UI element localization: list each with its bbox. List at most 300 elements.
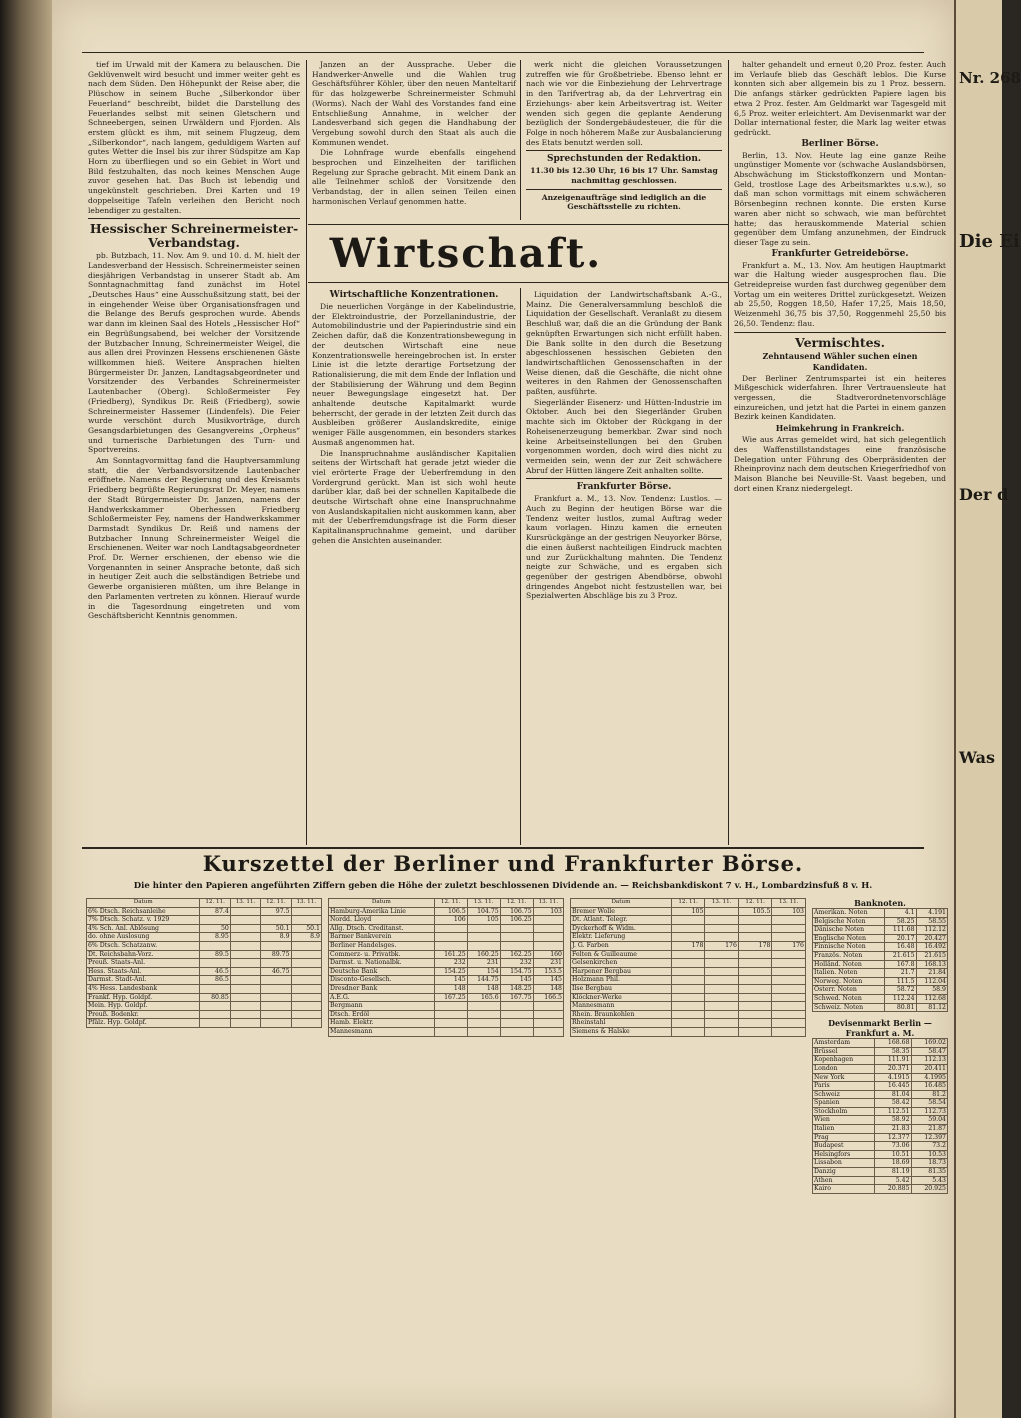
price-cell (705, 993, 739, 1002)
price-cell (671, 993, 705, 1002)
price-cell: 16.492 (916, 943, 947, 952)
security-name: A.E.G. (329, 993, 435, 1002)
table-row (329, 1002, 564, 1011)
price-cell (261, 976, 291, 985)
col1-intro: tief im Urwald mit der Kamera zu belauschen. Die Geklüvenwelt wird besucht und immer weiter geht es nach dem Süden. Den Höhepunkt der Reise aber, die Plüschow in seinem Buche „Silberkondor über Feuerland“ beschreibt, bildet die Darstellung des Feuerlandes selbst mit seinen Gletschern und Schneebergen, seinen Urwäldern und Fjorden. Als erstem glückt es ihm, mit seinem Flugzeug, dem „Silberkondor“, nach langem, geduldigem Warten auf gutes Wetter die Insel bis zur ihrer Südspitze am Kap Horn zu überfliegen und so ein Gebiet in Wort und Bild festzuhalten, das noch keines Menschen Auge zuvor gesehen hat. Das Buch ist lebendig und ungekünstelt geschrieben. Drei Karten und 19 doppelseitige Tafeln verleihen den Bericht noch lebendiger zu gestalten. (88, 60, 300, 215)
table-row (813, 1003, 948, 1012)
table-row (571, 976, 806, 985)
price-cell: 89.75 (261, 950, 291, 959)
price-cell: 81.12 (916, 1003, 947, 1012)
price-cell (434, 933, 467, 942)
price-cell: 16.485 (911, 1082, 947, 1091)
price-cell (230, 950, 260, 959)
price-cell (738, 1019, 772, 1028)
security-name: Preuß. Staats-Anl. (87, 959, 200, 968)
price-cell (772, 1019, 806, 1028)
wirtschaft-heading: Wirtschaft. (329, 230, 603, 277)
frankfurt-title: Frankfurter Börse. (576, 482, 672, 493)
security-name: Schweiz. Noten (813, 1003, 885, 1012)
price-cell (291, 1002, 321, 1011)
next-page-heading-1: Die Ei (959, 231, 1020, 252)
price-cell: 165.6 (467, 993, 500, 1002)
security-name: Schwed. Noten (813, 994, 885, 1003)
price-cell: 20.411 (911, 1064, 947, 1073)
price-cell (291, 967, 321, 976)
table-row (813, 909, 948, 918)
price-cell (230, 933, 260, 942)
table-row (87, 984, 322, 993)
security-name: Preuß. Bodenkr. (87, 1010, 200, 1019)
price-cell: 46.75 (261, 967, 291, 976)
table-row (571, 924, 806, 933)
security-name: Mannesmann (571, 1002, 672, 1011)
kurs-header-cell: 13. 11. (291, 899, 321, 908)
price-cell: 81.04 (875, 1090, 911, 1099)
price-cell: 104.75 (467, 907, 500, 916)
kurszettel-subtitle: Die hinter den Papieren angeführten Ziffern geben die Höhe der zuletzt beschlossenen Dividende an. — Reichsbankdiskont 7 v. H., Lombardzinsfuß 8 v. H. (133, 881, 873, 891)
price-cell: 167.8 (885, 960, 916, 969)
security-name: Frankf. Hyp. Goldpf. (87, 993, 200, 1002)
price-cell (261, 959, 291, 968)
security-name: Amerikan. Noten (813, 909, 885, 918)
security-name: J. G. Farben (571, 941, 672, 950)
price-cell (230, 1002, 260, 1011)
price-cell (772, 916, 806, 925)
frankfurt-text: Frankfurt a. M., 13. Nov. Tendenz: Lustlos. — Auch zu Beginn der heutigen Börse war die Tendenz weiter lustlos, zumal Auftrag weder kaum vorlagen. Hinzu kamen die erneuten Kursrückgänge an der gestrigen Neuyorker Börse, die einen äußerst nachteiligen Eindruck machten und zur Zurückhaltung mahnten. Die Tendenz neigte zur Schwäche, und es ergaben sich gegenüber der gestrigen Abendbörse, obwohl dringendes Angebot nicht festzustellen war, bei Spezialwerten Abschläge bis zu 3 Proz. (526, 494, 722, 601)
table-row (813, 1176, 948, 1185)
price-cell: 231 (533, 959, 563, 968)
price-cell (200, 959, 230, 968)
table-row (571, 993, 806, 1002)
security-name: Gelsenkirchen (571, 959, 672, 968)
heimkehr-text: Wie aus Arras gemeldet wird, hat sich gelegentlich des Waffenstillstandstages eine französische Delegation unter Führung des Oberpräsidenten der Rheinprovinz nach dem deutschen Kriegerfriedhof von Maison Blanche bei Neuville-St. Vaast begeben, und dort einen Kranz niedergelegt. (734, 435, 946, 493)
security-name: Lissabon (813, 1159, 875, 1168)
table-row (87, 950, 322, 959)
table-row (87, 976, 322, 985)
security-name: 4% Hess. Landesbank (87, 984, 200, 993)
price-cell: 21.615 (916, 951, 947, 960)
security-name: Harpener Bergbau (571, 967, 672, 976)
security-name: Allg. Dtsch. Creditanst. (329, 924, 435, 933)
price-cell (705, 924, 739, 933)
price-cell: 21.84 (916, 969, 947, 978)
table-row (329, 1010, 564, 1019)
price-cell (772, 1027, 806, 1036)
price-cell (261, 1010, 291, 1019)
price-cell (671, 984, 705, 993)
col1-title: Hessischer Schreinermeister-Verbandstag. (89, 221, 299, 251)
price-cell (533, 1027, 563, 1036)
price-cell: 21.7 (885, 969, 916, 978)
col3-rule (526, 150, 722, 151)
kurs-header-cell: 13. 11. (533, 899, 563, 908)
price-cell: 145 (500, 976, 533, 985)
price-cell: 169.02 (911, 1039, 947, 1048)
security-name: Siemens & Halske (571, 1027, 672, 1036)
price-cell: 97.5 (261, 907, 291, 916)
price-cell: 153.5 (533, 967, 563, 976)
next-page-heading-3: Was (959, 748, 995, 767)
table-row (813, 1073, 948, 1082)
price-cell: 106.75 (500, 907, 533, 916)
table-row (813, 934, 948, 943)
kurs-table-a (86, 898, 322, 1028)
price-cell: 111.91 (875, 1056, 911, 1065)
price-cell: 103 (533, 907, 563, 916)
price-cell: 12.377 (875, 1133, 911, 1142)
kurs-header-cell: Datum (329, 899, 435, 908)
price-cell (291, 1019, 321, 1028)
price-cell: 58.35 (875, 1047, 911, 1056)
table-row (813, 1090, 948, 1099)
table-row (571, 984, 806, 993)
next-page-heading-2: Der d (959, 485, 1009, 504)
price-cell (705, 967, 739, 976)
table-row (329, 984, 564, 993)
table-row (87, 916, 322, 925)
price-cell (738, 993, 772, 1002)
price-cell: 4.191 (916, 909, 947, 918)
price-cell: 106.25 (500, 916, 533, 925)
price-cell: 112.51 (875, 1107, 911, 1116)
price-cell (738, 924, 772, 933)
price-cell: 73.06 (875, 1142, 911, 1151)
price-cell (772, 1010, 806, 1019)
security-name: Englische Noten (813, 934, 885, 943)
table-row (329, 1027, 564, 1036)
getreide-text: Frankfurt a. M., 13. Nov. Am heutigen Hauptmarkt war die Haltung wieder ausgesprochen flau. Die Getreidepreise wurden fast durchweg gegenüber dem Vortag um ein weiteres Drittel zurückgesetzt. Weizen ab 25,50, Roggen 18,50, Hafer 17,25, Mais 18,50, Weizenmehl 36,75 bis 37,50, Roggenmehl 25,50 bis 26,50. Tendenz: flau. (734, 260, 946, 328)
price-cell (671, 959, 705, 968)
security-name: Kairo (813, 1185, 875, 1194)
table-row (571, 1010, 806, 1019)
price-cell (230, 993, 260, 1002)
price-cell (467, 941, 500, 950)
price-cell: 176 (705, 941, 739, 950)
table-row (813, 1082, 948, 1091)
security-name: 4% Sch. Anl. Ablösung (87, 924, 200, 933)
price-cell: 105.5 (738, 907, 772, 916)
table-row (329, 933, 564, 942)
col1-rule (88, 218, 300, 219)
price-cell: 8.95 (200, 933, 230, 942)
price-cell (671, 1002, 705, 1011)
table-row (329, 967, 564, 976)
price-cell: 50 (200, 924, 230, 933)
kurs-header-cell: 13. 11. (772, 899, 806, 908)
price-cell (705, 984, 739, 993)
price-cell (261, 941, 291, 950)
price-cell: 58.42 (875, 1099, 911, 1108)
security-name: Berliner Handelsges. (329, 941, 435, 950)
price-cell: 105 (467, 916, 500, 925)
table-row (813, 960, 948, 969)
price-cell (705, 916, 739, 925)
table-row (813, 1039, 948, 1048)
table-row (813, 1185, 948, 1194)
price-cell: 148.25 (500, 984, 533, 993)
price-cell (291, 907, 321, 916)
security-name: Amsterdam (813, 1039, 875, 1048)
price-cell: 21.83 (875, 1125, 911, 1134)
price-cell (261, 1002, 291, 1011)
price-cell: 160.25 (467, 950, 500, 959)
price-cell: 16.48 (885, 943, 916, 952)
banknoten-block (812, 898, 948, 1194)
price-cell (671, 1010, 705, 1019)
divider-2-top (520, 60, 521, 220)
security-name: Dyckerhoff & Widm. (571, 924, 672, 933)
price-cell (772, 967, 806, 976)
column-2-top (312, 60, 516, 216)
price-cell: 58.9 (916, 986, 947, 995)
security-name: Spanien (813, 1099, 875, 1108)
table-row (571, 933, 806, 942)
price-cell (671, 924, 705, 933)
security-name: Dt. Reichsbahn-Vorz. (87, 950, 200, 959)
price-cell: 112.73 (911, 1107, 947, 1116)
table-row (87, 941, 322, 950)
price-cell (230, 959, 260, 968)
security-name: Budapest (813, 1142, 875, 1151)
table-row (813, 1107, 948, 1116)
price-cell: 81.35 (911, 1168, 947, 1177)
kurs-header-row (87, 899, 322, 908)
kurs-header-cell: 12. 11. (671, 899, 705, 908)
price-cell (533, 924, 563, 933)
price-cell: 20.427 (916, 934, 947, 943)
price-cell (772, 1002, 806, 1011)
col3b-rule (526, 478, 722, 479)
col3-top: werk nicht die gleichen Voraussetzungen zutreffen wie für Großbetriebe. Ebenso lehnt er nach wie vor die Einbeziehung der Lehrvertrage in den Tarifvertrag ab, da der Lehrvertrag ein Erziehungs- aber kein Arbeitsvertrag ist. Weiter wenden sich gegen die geplante Aenderung bezüglich der Sondergebäudesteuer, die für die Folge in noch höherem Maße zur Ausbalancierung des Etats benutzt werden soll. (526, 60, 722, 147)
security-name: Norweg. Noten (813, 977, 885, 986)
table-row (87, 1002, 322, 1011)
price-cell: 86.5 (200, 976, 230, 985)
table-row (87, 907, 322, 916)
price-cell (705, 1019, 739, 1028)
security-name: Hess. Staats-Anl. (87, 967, 200, 976)
security-name: Kopenhagen (813, 1056, 875, 1065)
table-row (813, 1047, 948, 1056)
kurszettel-title: Kurszettel der Berliner und Frankfurter Börse. (202, 851, 804, 876)
col2-top: Janzen an der Aussprache. Ueber die Handwerker-Anwelle und die Wahlen trug Geschäftsführer Köhler, über den neuen Manteltarif für das holzgewerbe Schreinermeister Schmuhl (Worms). Nach der Wahl des Vorstandes fand eine Entschließung Annahme, in welcher der Landesverband sich gegen die Handhabung der Vergebung sowohl durch den Staat als auch die Kommunen wendet. (312, 60, 516, 147)
security-name: 6% Dtsch. Reichsanleihe (87, 907, 200, 916)
price-cell: 12.397 (911, 1133, 947, 1142)
security-name: New York (813, 1073, 875, 1082)
price-cell: 160 (533, 950, 563, 959)
price-cell (261, 1019, 291, 1028)
table-row (813, 951, 948, 960)
price-cell: 232 (434, 959, 467, 968)
price-cell (671, 916, 705, 925)
column-3-top (526, 60, 722, 220)
table-row (813, 1056, 948, 1065)
price-cell: 20.885 (875, 1185, 911, 1194)
table-row (571, 967, 806, 976)
table-row (813, 926, 948, 935)
price-cell: 73.2 (911, 1142, 947, 1151)
table-row (329, 959, 564, 968)
table-row (813, 917, 948, 926)
price-cell (738, 1010, 772, 1019)
price-cell: 5.43 (911, 1176, 947, 1185)
price-cell (230, 1010, 260, 1019)
security-name: Bergmann (329, 1002, 435, 1011)
price-cell: 81.2 (911, 1090, 947, 1099)
security-name: Holländ. Noten (813, 960, 885, 969)
price-cell (705, 1010, 739, 1019)
price-cell (671, 1019, 705, 1028)
price-cell (500, 1002, 533, 1011)
security-name: Klöckner-Werke (571, 993, 672, 1002)
security-name: Darmst. Stadt-Anl. (87, 976, 200, 985)
security-name: Elektr. Lieferung (571, 933, 672, 942)
price-cell (671, 1027, 705, 1036)
price-cell: 112.13 (911, 1056, 947, 1065)
col4-rule (734, 332, 946, 333)
table-row (87, 933, 322, 942)
price-cell: 145 (533, 976, 563, 985)
kurs-header-cell: Datum (87, 899, 200, 908)
table-row (813, 986, 948, 995)
table-row (329, 976, 564, 985)
price-cell (738, 1027, 772, 1036)
price-cell: 58.25 (885, 917, 916, 926)
table-row (87, 993, 322, 1002)
security-name: Stockholm (813, 1107, 875, 1116)
price-cell (230, 907, 260, 916)
table-row (329, 916, 564, 925)
table-row (571, 959, 806, 968)
security-name: Italien (813, 1125, 875, 1134)
price-cell: 105 (671, 907, 705, 916)
price-cell (230, 941, 260, 950)
price-cell (671, 976, 705, 985)
security-name: Rheinstahl (571, 1019, 672, 1028)
price-cell: 8.9 (261, 933, 291, 942)
table-row (813, 1099, 948, 1108)
price-cell: 89.5 (200, 950, 230, 959)
security-name: Hamb. Elektr. (329, 1019, 435, 1028)
price-cell (772, 993, 806, 1002)
price-cell (705, 959, 739, 968)
price-cell: 4.1 (885, 909, 916, 918)
getreide-title: Frankfurter Getreidebörse. (771, 248, 909, 259)
price-cell (738, 976, 772, 985)
price-cell (291, 916, 321, 925)
security-name: Finnische Noten (813, 943, 885, 952)
price-cell: 176 (772, 941, 806, 950)
price-cell (200, 984, 230, 993)
kurs-table-c (570, 898, 806, 1037)
price-cell (230, 984, 260, 993)
price-cell: 154.25 (434, 967, 467, 976)
table-row (571, 1019, 806, 1028)
price-cell (533, 941, 563, 950)
sprech-title: Sprechstunden der Redaktion. (546, 154, 701, 165)
security-name: Österr. Noten (813, 986, 885, 995)
security-name: Deutsche Bank (329, 967, 435, 976)
security-name: Helsingfors (813, 1150, 875, 1159)
next-page-edge (954, 0, 1021, 1418)
price-cell (500, 924, 533, 933)
price-cell: 148 (467, 984, 500, 993)
security-name: Disconto-Gesellsch. (329, 976, 435, 985)
security-name: London (813, 1064, 875, 1073)
price-cell (500, 941, 533, 950)
price-cell: 231 (467, 959, 500, 968)
binding-gutter (0, 0, 52, 1418)
price-cell (434, 941, 467, 950)
price-cell (291, 984, 321, 993)
price-cell: 50.1 (291, 924, 321, 933)
table-row (813, 1064, 948, 1073)
wirtschaft-rule-bottom (308, 282, 728, 283)
price-cell: 112.68 (916, 994, 947, 1003)
kurs-header-cell: 12. 11. (200, 899, 230, 908)
col2-body: Die Lohnfrage wurde ebenfalls eingehend besprochen und Einzelheiten der tariflichen Regelung zur Sprache gebracht. Mit einem Dank an alle Teilnehmer schloß der Vorsitzende den Verbandstag, der in allen seinen Teilen einen harmonischen Verlauf genommen hatte. (312, 148, 516, 206)
security-name: Französ. Noten (813, 951, 885, 960)
price-cell (738, 933, 772, 942)
price-cell: 20.17 (885, 934, 916, 943)
price-cell (705, 1002, 739, 1011)
konz-body: Die neuerlichen Vorgänge in der Kabelindustrie, der Elektroindustrie, der Porzellanindustrie, der Automobilindustrie und der Papierindustrie sind ein Zeichen dafür, daß die Konzentrationsbewegung in der deutschen Wirtschaft eine neue Konzentrationswelle hereingebrochen ist. In erster Linie ist die letzte derartige Fortsetzung der Rationalisierung, die mit dem Ende der Inflation und der Stabilisierung der Währung und dem Beginn neuer Bewegungslage eingesetzt hat. Der anhaltende deutsche Kapitalmarkt wurde beherrscht, der gerade in der letzten Zeit durch das Ausbleiben größerer Auslandskredite, einige weniger Fälle ausgenommen, ein besonders starkes Ausmaß angenommen hat. (312, 302, 517, 447)
konz-title: Wirtschaftliche Konzentrationen. (329, 290, 499, 300)
price-cell (738, 1002, 772, 1011)
security-name: Barmer Bankverein (329, 933, 435, 942)
table-row (329, 941, 564, 950)
price-cell (261, 916, 291, 925)
kurs-header-cell: 13. 11. (230, 899, 260, 908)
table-row (813, 1125, 948, 1134)
anzeigen-note: Anzeigenaufträge sind lediglich an die Geschäftsstelle zu richten. (541, 192, 707, 212)
konz-body2: Die Inanspruchnahme ausländischer Kapitalien seitens der Wirtschaft hat gerade jetzt wieder die viel erörterte Frage der Ueberfremdung in den Vordergrund gerückt. Man ist sich wohl heute darüber klar, daß bei der schnellen Kapitalbede die deutsche Wirtschaft ohne eine Inanspruchnahme von Auslandskapitalien nicht auskommen kann, aber mit der Ueberfremdungsfrage ist die Form dieser Kapitalinanspruchnahme gemeint, und darüber gehen die Ansichten auseinander. (312, 448, 516, 545)
berlin-text: Berlin, 13. Nov. Heute lag eine ganze Reihe ungünstiger Momente vor (schwache Auslandsbörsen, Abschwächung im Stickstoffkonzern und Montan-Geld, trostlose Lage des Arbeitsmarktes u.s.w.), so daß man schon vormittags mit einem schwächeren Börsenbeginn rechnen konnte. Die ersten Kurse waren aber nicht so schwach, wie man befürchtet hatte; das herauskommende Material schien gegenüber dem Umfang anzunehmen, der Eindruck dieser Tage zu sein. (734, 150, 946, 247)
kurs-header-cell: 12. 11. (738, 899, 772, 908)
price-cell (230, 967, 260, 976)
security-name: 7% Dtsch. Schatz. v. 1929 (87, 916, 200, 925)
wirtschaft-rule-top (308, 224, 728, 225)
table-row (571, 907, 806, 916)
price-cell (291, 1010, 321, 1019)
price-cell: 80.81 (885, 1003, 916, 1012)
table-row (87, 959, 322, 968)
price-cell (230, 976, 260, 985)
table-row (813, 1168, 948, 1177)
price-cell: 4.1915 (875, 1073, 911, 1082)
price-cell (291, 993, 321, 1002)
security-name: Commerz- u. Privatbk. (329, 950, 435, 959)
price-cell: 58.72 (885, 986, 916, 995)
banknoten-table (812, 908, 948, 1012)
price-cell: 18.73 (911, 1159, 947, 1168)
price-cell: 8.9 (291, 933, 321, 942)
price-cell (291, 976, 321, 985)
waehler-text: Der Berliner Zentrumspartei ist ein heiteres Mißgeschick widerfahren. Ihrer Vertrauensleute hat vergessen, die Stadtverordnetenvorschläge einzureichen, und jetzt hat die Partei in einem ganzen Bezirk keinen Kandidaten. (734, 373, 946, 422)
top-rule (82, 52, 924, 53)
price-cell: 106 (434, 916, 467, 925)
devisen-title: Devisenmarkt Berlin — Frankfurt a. M. (828, 1018, 932, 1039)
price-cell: 50.1 (261, 924, 291, 933)
table-row (571, 941, 806, 950)
security-name: Dresdner Bank (329, 984, 435, 993)
table-row (813, 969, 948, 978)
price-cell (533, 1010, 563, 1019)
price-cell: 21.615 (885, 951, 916, 960)
col4-top: halter gehandelt und erneut 0,20 Proz. fester. Auch im Verlaufe blieb das Geschäft leblos. Die Kurse konnten sich aber allgemein bis zu 1 Proz. bessern. Die anfangs stärker gedrückten Papiere lagen bis etwa 2 Proz. fester. Am Geldmarkt war Tagesgeld mit 6,5 Proz. weiter erleichtert. Am Devisenmarkt war der Dollar international fester, die Mark lag weiter etwas gedrückt. (734, 60, 946, 137)
security-name: Ilse Bergbau (571, 984, 672, 993)
divider-1 (306, 60, 307, 845)
security-name: Pfälz. Hyp. Goldpf. (87, 1019, 200, 1028)
